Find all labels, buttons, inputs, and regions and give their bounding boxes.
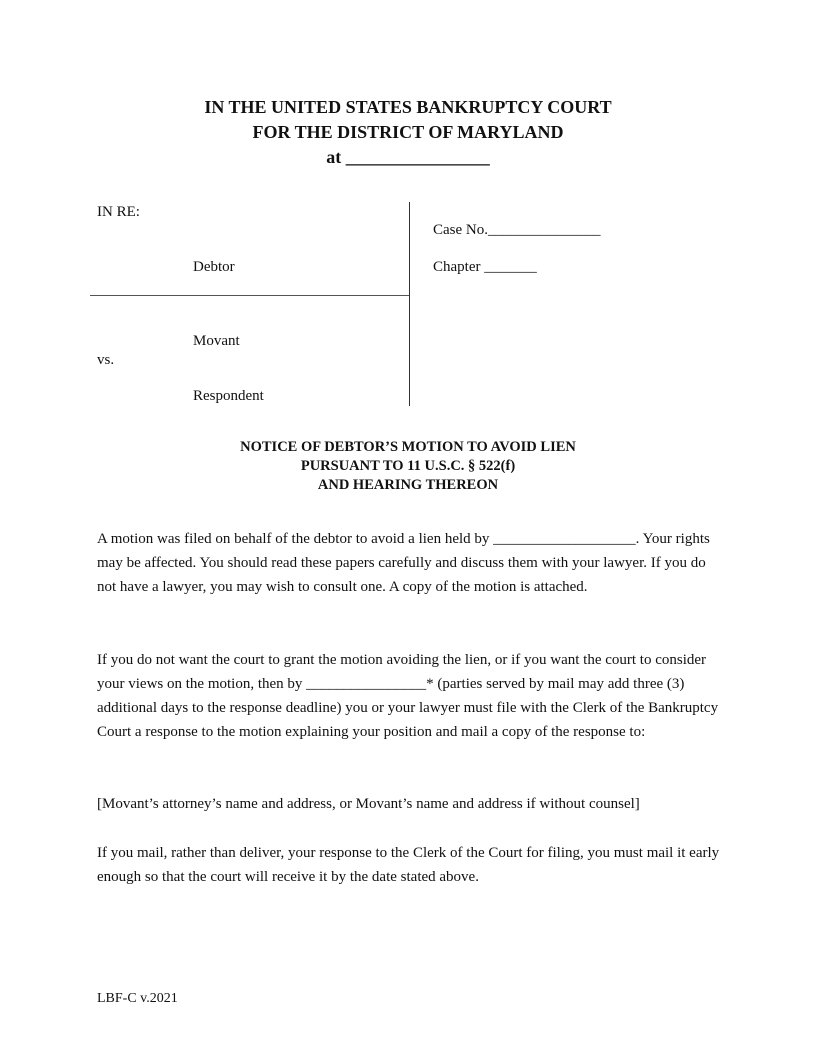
notice-title-line2: PURSUANT TO 11 U.S.C. § 522(f) (300, 458, 516, 474)
caption-divider-horizontal (90, 295, 410, 296)
paragraph-mail-instructions: If you mail, rather than deliver, your response to the Clerk of the Court for filing, you must mail it early enough so that the court will receive it by the date stated above. (97, 845, 720, 885)
paragraph-movant-address: [Movant’s attorney’s name and address, or Movant’s name and address if without counsel] (97, 796, 640, 812)
paragraph-motion-filed: A motion was filed on behalf of the debtor to avoid a lien held by ___________________. Your rights may be affected. You should read these papers carefully and discuss them with your lawyer. If you do not have a lawyer, you may wish to consult one. A copy of the motion is attached. (97, 531, 710, 595)
notice-title-line1: NOTICE OF DEBTOR’S MOTION TO AVOID LIEN (240, 439, 576, 455)
paragraph-response-deadline: If you do not want the court to grant the motion avoiding the lien, or if you want the court to consider your views on the motion, then by ________________* (parties served by mail may add three (3) additional days to the response deadline) you or your lawyer must file with the Clerk of the Bankruptcy Court a response to the motion explaining your position and mail a copy of the response to: (97, 652, 719, 740)
vs-label: vs. (97, 352, 115, 368)
case-number-field: Case No._______________ (433, 222, 601, 238)
court-location-line: at ________________ (326, 147, 490, 167)
caption-divider-vertical (409, 202, 410, 406)
movant-label: Movant (193, 333, 240, 349)
notice-title-line3: AND HEARING THEREON (317, 477, 499, 493)
respondent-label: Respondent (193, 388, 264, 404)
in-re-label: IN RE: (97, 204, 140, 220)
court-name-line1: IN THE UNITED STATES BANKRUPTCY COURT (204, 97, 612, 117)
debtor-label: Debtor (193, 259, 235, 275)
chapter-field: Chapter _______ (433, 259, 537, 275)
court-district-line: FOR THE DISTRICT OF MARYLAND (252, 122, 564, 142)
form-version-footer: LBF-C v.2021 (97, 991, 178, 1006)
